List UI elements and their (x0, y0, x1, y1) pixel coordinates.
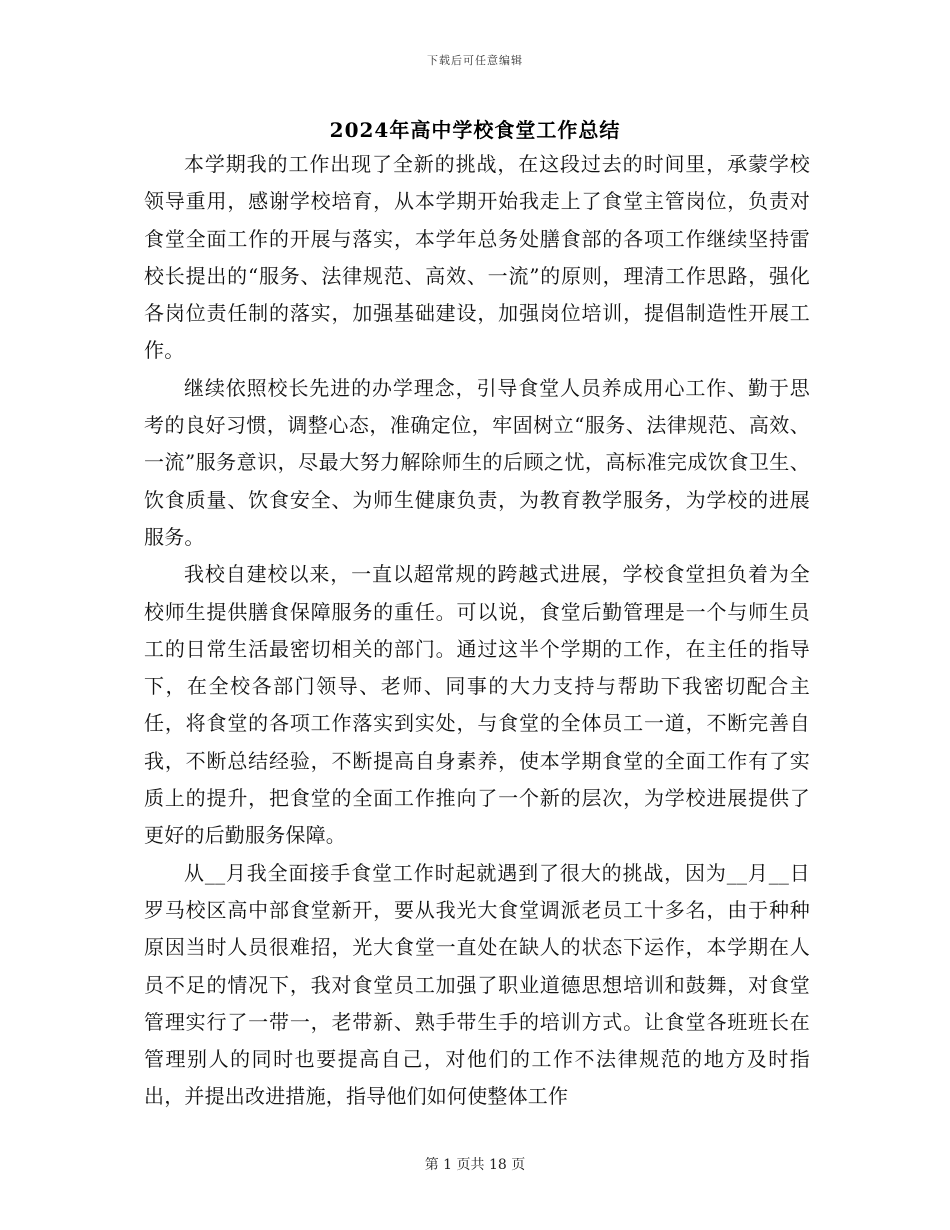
document-title: 2024年高中学校食堂工作总结 (329, 118, 621, 142)
paragraph: 本学期我的工作出现了全新的挑战，在这段过去的时间里，承蒙学校领导重用，感谢学校培育，从本学期开始我走上了食堂主管岗位，负责对食堂全面工作的开展与落实，本学年总务处膳食部的各项工作继续坚持雷校长提出的“服务、法律规范、高效、一流”的原则，理清工作思路，强化各岗位责任制的落实，加强基础建设，加强岗位培训，提倡制造性开展工作。 (144, 152, 810, 363)
document-body (144, 146, 810, 1116)
paragraph: 继续依照校长先进的办学理念，引导食堂人员养成用心工作、勤于思考的良好习惯，调整心态，准确定位，牢固树立“服务、法律规范、高效、一流”服务意识，尽最大努力解除师生的后顾之忧，高标准完成饮食卫生、饮食质量、饮食安全、为师生健康负责，为教育教学服务，为学校的进展服务。 (144, 375, 810, 549)
paragraph: 我校自建校以来，一直以超常规的跨越式进展，学校食堂担负着为全校师生提供膳食保障服务的重任。可以说，食堂后勤管理是一个与师生员工的日常生活最密切相关的部门。通过这半个学期的工作，在主任的指导下，在全校各部门领导、老师、同事的大力支持与帮助下我密切配合主任，将食堂的各项工作落实到实处，与食堂的全体员工一道，不断完善自我，不断总结经验，不断提高自身素养，使本学期食堂的全面工作有了实质上的提升，把食堂的全面工作推向了一个新的层次，为学校进展提供了更好的后勤服务保障。 (144, 562, 810, 848)
page-number-footer: 第 1 页共 18 页 (424, 1157, 526, 1173)
header-note: 下载后可任意编辑 (427, 54, 523, 67)
paragraph: 从__月我全面接手食堂工作时起就遇到了很大的挑战，因为__月__日罗马校区高中部食堂新开，要从我光大食堂调派老员工十多名，由于种种原因当时人员很难招，光大食堂一直处在缺人的状态下运作，本学期在人员不足的情况下，我对食堂员工加强了职业道德思想培训和鼓舞，对食堂管理实行了一带一，老带新、熟手带生手的培训方式。让食堂各班班长在管理别人的同时也要提高自己，对他们的工作不法律规范的地方及时指出，并提出改进措施，指导他们如何使整体工作 (144, 860, 810, 1109)
